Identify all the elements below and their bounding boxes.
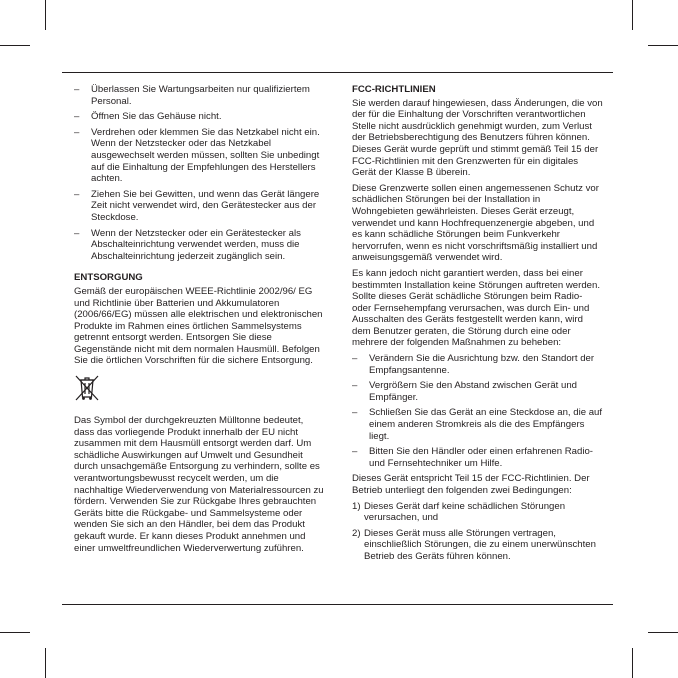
fcc-paragraph: Dieses Gerät entspricht Teil 15 der FCC-Richtlinien. Der Betrieb unterliegt den folgenden zwei Bedingungen: (352, 473, 590, 496)
crop-mark (45, 0, 46, 30)
numbered-item: 2) Dieses Gerät muss alle Störungen vertragen, einschließlich Störungen, die zu einem unerwünschten Betrieb des Geräts führen können. (352, 527, 596, 562)
top-rule (62, 72, 613, 73)
crop-mark (632, 0, 633, 30)
entsorgung-heading: ENTSORGUNG (74, 272, 143, 284)
list-item: – Schließen Sie das Gerät an eine Steckdose an, die auf einem anderen Stromkreis als die des Empfängers liegt. (352, 407, 603, 442)
entsorgung-text: Gemäß der europäischen WEEE-Richtlinie 2002/96/ EG und Richtlinie über Batterien und Akkumulatoren (2006/66/EG) müssen alle elektrischen und elektronischen Produkte im Rahmen eines örtlichen Sammelsystems getrennt entsorgt werden. Entsorgen Sie diese Gegenstände nicht mit dem normalen Hausmüll. Befolgen Sie die örtlichen Vorschriften für die sichere Entsorgung. (74, 285, 323, 367)
numbered-item: 1) Dieses Gerät darf keine schädlichen Störungen verursachen, und (352, 500, 566, 524)
list-item: – Wenn der Netzstecker oder ein Gerätestecker als Abschalteinrichtung verwendet werden, muss die Abschalteinrichtung jederzeit zugänglich sein. (74, 227, 301, 262)
list-item: – Überlassen Sie Wartungsarbeiten nur qualifiziertem Personal. (74, 84, 310, 107)
list-item: – Verändern Sie die Ausrichtung bzw. den Standort der Empfangsantenne. (352, 353, 595, 376)
fcc-paragraph: Es kann jedoch nicht garantiert werden, dass bei einer bestimmten Installation keine Störungen auftreten werden. Sollte dieses Gerät schädliche Störungen beim Radio- oder Fernsehempfang verursachen, was durch Ein- und Ausschalten des Geräts festgestellt werden kann, wird dem Benutzer geraten, die Störung durch eine oder mehrere der folgenden Maßnahmen zu beheben: (352, 267, 600, 349)
crop-mark (648, 45, 678, 46)
crop-mark (45, 648, 46, 678)
fcc-paragraph: Diese Grenzwerte sollen einen angemessenen Schutz vor schädlichen Störungen bei der Installation in Wohngebieten gewährleisten. Dieses Gerät erzeugt, verwendet und kann Hochfrequenzenergie abgeben, und es kann schädliche Störungen beim Funkverkehr hervorrufen, wenn es nicht vorschriftsmäßig installiert und anweisungsgemäß verwendet wird. (352, 182, 599, 264)
crop-mark (632, 648, 633, 678)
list-item: – Vergrößern Sie den Abstand zwischen Gerät und Empfänger. (352, 380, 577, 403)
crop-mark (0, 45, 30, 46)
fcc-paragraph: Sie werden darauf hingewiesen, dass Änderungen, die von der für die Einhaltung der Vorschriften verantwortlichen Stelle nicht ausdrücklich genehmigt wurden, zum Verlust der Betriebsberechtigung des Benutzers führen können. Dieses Gerät wurde geprüft und stimmt gemäß Teil 15 der FCC-Richtlinien mit den Grenzwerten für ein digitales Gerät der Klasse B überein. (352, 97, 603, 179)
fcc-heading: FCC-RICHTLINIEN (352, 84, 436, 95)
list-item: – Verdrehen oder klemmen Sie das Netzkabel nicht ein. Wenn der Netzstecker oder das Netzkabel ausgewechselt werden müssen, sollten Sie unbedingt auf die Einhaltung der Empfehlungen des Herstellers achten. (74, 126, 320, 185)
crossed-out-wheelie-bin-icon (74, 373, 100, 403)
bottom-rule (62, 604, 613, 605)
crop-mark (648, 632, 678, 633)
list-item: – Bitten Sie den Händler oder einen erfahrenen Radio- und Fernsehtechniker um Hilfe. (352, 446, 594, 469)
crop-mark (0, 632, 30, 633)
list-item: – Öffnen Sie das Gehäuse nicht. (74, 111, 222, 123)
symbol-text: Das Symbol der durchgekreuzten Mülltonne bedeutet, dass das vorliegende Produkt innerhalb der EU nicht zusammen mit dem Hausmüll entsorgt werden darf. Um schädliche Auswirkungen auf Umwelt und Gesundheit durch unsachgemäße Entsorgung zu verhindern, sollte es verantwortungsbewusst recycelt werden, um die nachhaltige Wiederverwendung von Materialressourcen zu fördern. Verwenden Sie zur Rückgabe Ihres gebrauchten Geräts bitte die Rückgabe- und Sammelsysteme oder wenden Sie sich an den Händler, bei dem das Produkt gekauft wurde. Er kann dieses Produkt annehmen und einer umweltfreundlichen Wiederverwertung zuführen. (74, 415, 324, 554)
list-item: – Ziehen Sie bei Gewitten, und wenn das Gerät längere Zeit nicht verwendet wird, den Gerätestecker aus der Steckdose. (74, 188, 320, 223)
left-column (74, 84, 325, 558)
right-column (352, 84, 604, 567)
